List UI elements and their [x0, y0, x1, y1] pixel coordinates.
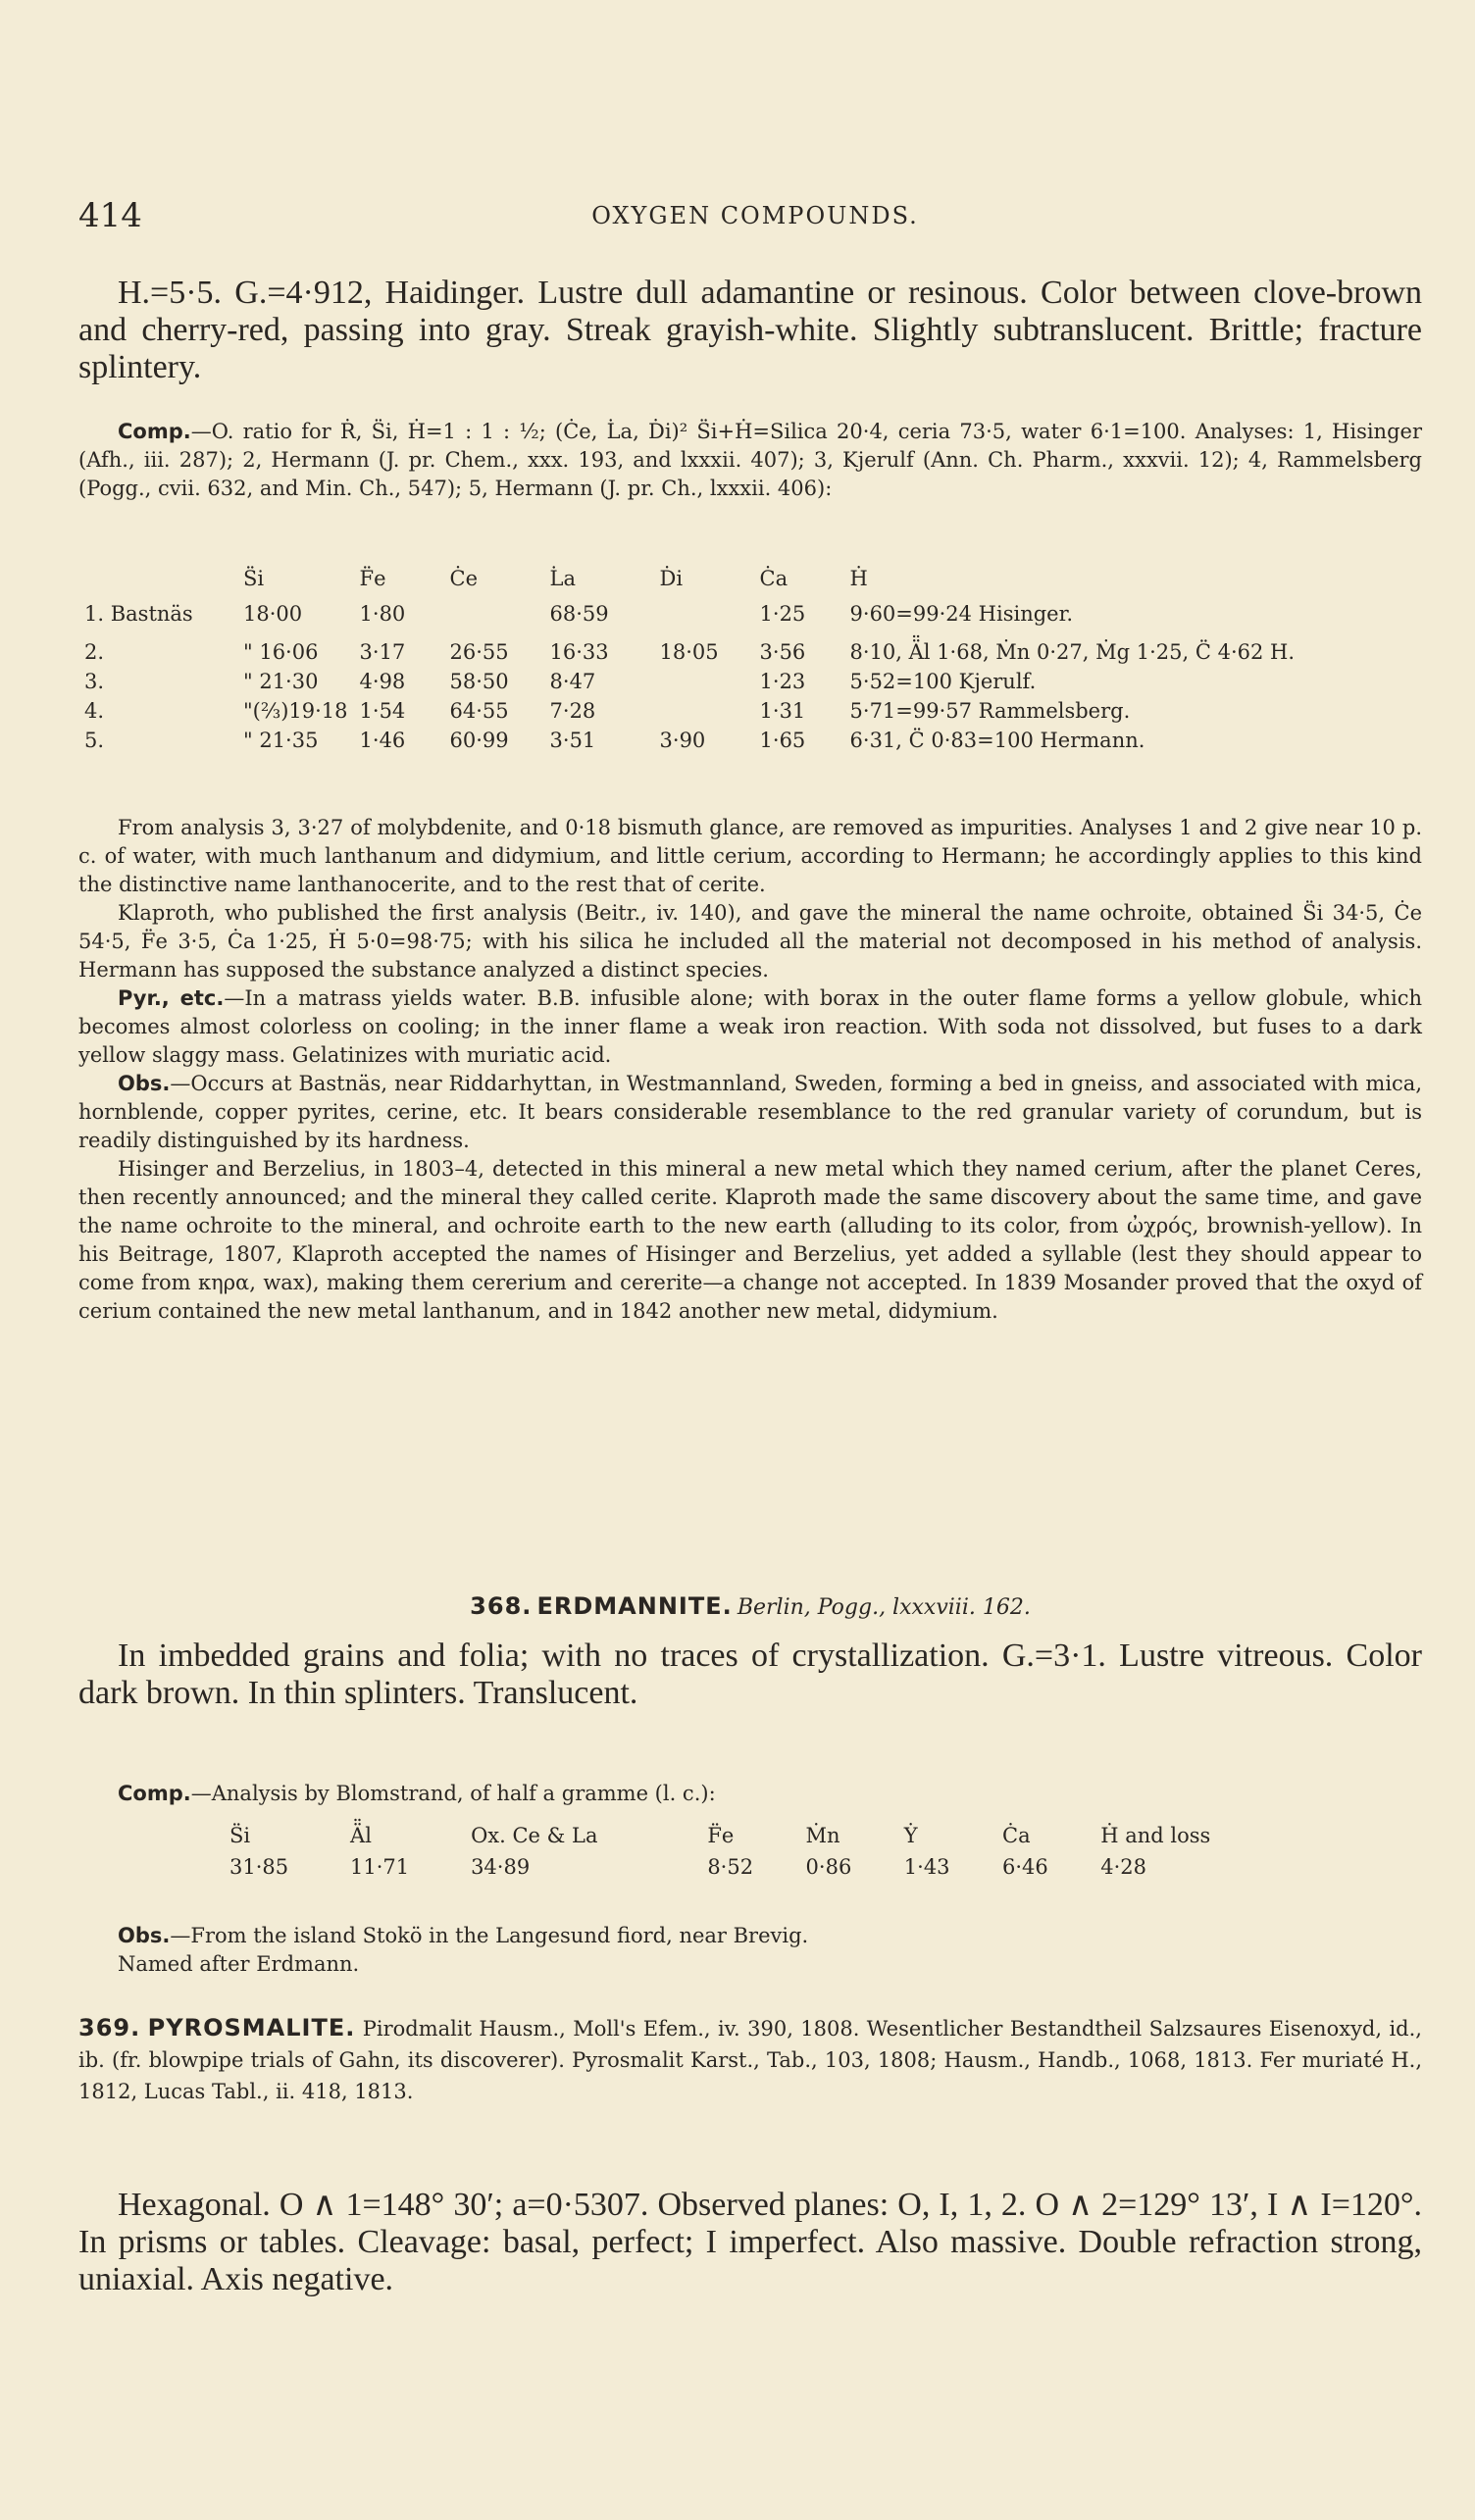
table-cell: 3·17	[359, 640, 406, 664]
table-header: Ẏ	[903, 1824, 918, 1847]
klaproth-note: Klaproth, who published the first analysis (Beitr., iv. 140), and gave the mineral the name ochroite, obtained S̈i 34·5, Ċe 54·5, F̈e 3·5, Ċa 1·25, Ḣ 5·0=98·75; with his silica he included all the material not decomposed in his method of analysis. Hermann has supposed the substance analyzed a distinct species.	[78, 901, 1422, 982]
table-cell: 7·28	[549, 699, 596, 723]
pyrosmalite-description: Hexagonal. O ∧ 1=148° 30′; a=0·5307. Observed planes: O, I, 1, 2. O ∧ 2=129° 13′, I ∧ I=120°. In prisms or tables. Cleavage: basal, perfect; I imperfect. Also massive. Double refraction strong, uniaxial. Axis negative.	[78, 2187, 1422, 2297]
table-cell: 1·43	[903, 1855, 950, 1879]
table-cell: 1·25	[759, 602, 806, 626]
table-header-row	[78, 567, 1422, 590]
table-cell: 68·59	[549, 602, 609, 626]
table-header: Ḣ and loss	[1100, 1824, 1211, 1847]
species-name: ERDMANNITE.	[536, 1592, 733, 1620]
table-cell: 26·55	[449, 640, 509, 664]
table-header	[78, 567, 237, 590]
table-row	[78, 726, 1422, 755]
obs-text: —Occurs at Bastnäs, near Riddarhyttan, in Westmannland, Sweden, forming a bed in gneiss, and associated with mica, hornblende, copper pyrites, cerine, etc. It bears considerable resemblance to the red granular variety of corundum, but is readily distinguished by its hardness.	[78, 1072, 1422, 1152]
named-after: Named after Erdmann.	[118, 1952, 360, 1976]
table-cell: 1·23	[759, 670, 806, 693]
table-header: F̈e	[359, 567, 386, 590]
pyr-label: Pyr., etc.	[118, 986, 225, 1010]
table-cell	[444, 590, 544, 637]
erdmannite-notes	[78, 1922, 1422, 1979]
table-cell: 18·05	[659, 640, 719, 664]
table-header: Ċa	[1002, 1824, 1031, 1847]
table-cell: 1·54	[359, 699, 406, 723]
comp-text: —Analysis by Blomstrand, of half a gramme (l. c.):	[190, 1782, 716, 1805]
erdmannite-description: In imbedded grains and folia; with no traces of crystallization. G.=3·1. Lustre vitreous. Color dark brown. In thin splinters. Translucent.	[78, 1638, 1422, 1711]
obs-paragraph	[78, 1070, 1422, 1155]
table-cell: 1·80	[359, 602, 406, 626]
table-cell: 64·55	[449, 699, 509, 723]
erdmannite-analysis-table	[224, 1824, 1302, 1887]
table-cell: 8·10, Ä̈l 1·68, Ṁn 0·27, Ṁg 1·25, C̈ 4·62 H.	[849, 640, 1296, 664]
table-cell: 6·31, C̈ 0·83=100 Hermann.	[849, 729, 1145, 752]
table-cell: 58·50	[449, 670, 509, 693]
obs-label: Obs.	[118, 1924, 171, 1947]
pyrosmalite-synonymy	[78, 2012, 1422, 2107]
table-header: Ċe	[449, 567, 479, 590]
table-row	[78, 696, 1422, 726]
table-header: Ḣ	[849, 567, 868, 590]
page-number: 414	[78, 196, 142, 235]
synonymy-text: Pirodmalit Hausm., Moll's Efem., iv. 390, 1808. Wesentlicher Bestandtheil Salzsaures Eisenoxyd, id., ib. (fr. blowpipe trials of Gahn, its discoverer). Pyrosmalit Karst., Tab., 103, 1808; Hausm., Handb., 1068, 1813. Fer muriaté H., 1812, Lucas Tabl., ii. 418, 1813.	[78, 2017, 1422, 2103]
table-cell: 3.	[84, 670, 105, 693]
running-title: OXYGEN COMPOUNDS.	[591, 202, 919, 229]
table-cell: 8·52	[707, 1855, 754, 1879]
table-cell	[654, 590, 754, 637]
table-cell: 11·71	[350, 1855, 410, 1879]
table-row	[78, 590, 1422, 637]
table-cell: 5.	[84, 729, 105, 752]
table-cell: "(⅔)19·18	[243, 699, 348, 723]
history-paragraph: Hisinger and Berzelius, in 1803–4, detected in this mineral a new metal which they named cerium, after the planet Ceres, then recently announced; and the mineral they called cerite. Klaproth made the same discovery about the same time, and gave the name ochroite to the mineral, and ochroite earth to the new earth (alluding to its color, from ὠχρός, brownish-yellow). In his Beitrage, 1807, Klaproth accepted the names of Hisinger and Berzelius, yet added a syllable (lest they should appear to come from κηρα, wax), making them cererium and cererite—a change not accepted. In 1839 Mosander proved that the oxyd of cerium contained the new metal lanthanum, and in 1842 another new metal, didymium.	[78, 1157, 1422, 1323]
cerite-composition	[78, 418, 1422, 503]
table-cell: 1. Bastnäs	[84, 602, 193, 626]
pyr-text: —In a matrass yields water. B.B. infusible alone; with borax in the outer flame forms a yellow globule, which becomes almost colorless on cooling; in the inner flame a weak iron reaction. With soda not dissolved, but fuses to a dark yellow slaggy mass. Gelatinizes with muriatic acid.	[78, 986, 1422, 1067]
species-name: PYROSMALITE.	[147, 2014, 356, 2041]
table-header: Ċa	[759, 567, 788, 590]
comp-label: Comp.	[118, 420, 191, 443]
table-row	[78, 637, 1422, 667]
table-cell: " 21·30	[243, 670, 319, 693]
table-cell: 3·51	[549, 729, 596, 752]
table-cell: 1·65	[759, 729, 806, 752]
table-cell: 0·86	[805, 1855, 852, 1879]
analysis-note: From analysis 3, 3·27 of molybdenite, and 0·18 bismuth glance, are removed as impurities. Analyses 1 and 2 give near 10 p. c. of water, with much lanthanum and didymium, and little cerium, according to Hermann; he accordingly applies to this kind the distinctive name lanthanocerite, and to the rest that of cerite.	[78, 816, 1422, 896]
table-cell: 2.	[84, 640, 105, 664]
table-cell: 31·85	[229, 1855, 289, 1879]
table-cell: 3·90	[659, 729, 706, 752]
species-number: 368.	[470, 1592, 533, 1620]
species-number: 369.	[78, 2014, 141, 2041]
table-cell: 4.	[84, 699, 105, 723]
table-cell: 5·52=100 Kjerulf.	[849, 670, 1037, 693]
table-cell: 60·99	[449, 729, 509, 752]
cerite-analysis-table	[78, 567, 1422, 755]
table-cell: 6·46	[1002, 1855, 1048, 1879]
obs-text: —From the island Stokö in the Langesund fiord, near Brevig.	[170, 1924, 809, 1947]
table-header: Ox. Ce & La	[471, 1824, 598, 1847]
table-cell: 4·28	[1100, 1855, 1147, 1879]
table-cell: 1·31	[759, 699, 806, 723]
table-header: Ä̈l	[350, 1824, 372, 1847]
table-cell: 3·56	[759, 640, 806, 664]
table-header: S̈i	[229, 1824, 251, 1847]
table-header: Ṁn	[805, 1824, 840, 1847]
table-cell: 18·00	[243, 602, 303, 626]
erdmannite-heading	[78, 1592, 1422, 1620]
table-cell: 16·33	[549, 640, 609, 664]
page-header	[78, 196, 1432, 235]
table-cell: 9·60=99·24 Hisinger.	[849, 602, 1074, 626]
species-reference: Berlin, Pogg., lxxxviii. 162.	[737, 1595, 1031, 1620]
comp-text: —O. ratio for Ṙ, S̈i, Ḣ=1 : 1 : ½; (Ċe, L̇a, Ḋi)² S̈i+Ḣ=Silica 20·4, ceria 73·5, water 6·1=100. Analyses: 1, Hisinger (Afh., iii. 287); 2, Hermann (J. pr. Chem., xxx. 193, and lxxxii. 407); 3, Kjerulf (Ann. Ch. Pharm., xxxvii. 12); 4, Rammelsberg (Pogg., cvii. 632, and Min. Ch., 547); 5, Hermann (J. pr. Ch., lxxxii. 406):	[78, 420, 1422, 500]
cerite-properties: H.=5·5. G.=4·912, Haidinger. Lustre dull adamantine or resinous. Color between clove-brown and cherry-red, passing into gray. Streak grayish-white. Slightly subtranslucent. Brittle; fracture splintery.	[78, 275, 1422, 385]
table-header-row	[224, 1824, 1302, 1847]
table-cell: 34·89	[471, 1855, 531, 1879]
table-cell	[654, 667, 754, 696]
table-cell: " 16·06	[243, 640, 319, 664]
table-cell: 5·71=99·57 Rammelsberg.	[849, 699, 1131, 723]
table-cell: 4·98	[359, 670, 406, 693]
table-header: L̇a	[549, 567, 576, 590]
table-header: F̈e	[707, 1824, 735, 1847]
obs-label: Obs.	[118, 1072, 171, 1095]
table-row	[78, 667, 1422, 696]
table-cell	[654, 696, 754, 726]
table-row	[224, 1847, 1302, 1887]
comp-label: Comp.	[118, 1782, 191, 1805]
erdmannite-composition	[78, 1780, 1422, 1808]
pyr-paragraph	[78, 984, 1422, 1070]
table-cell: 8·47	[549, 670, 596, 693]
table-header: S̈i	[243, 567, 265, 590]
cerite-notes	[78, 814, 1422, 1326]
table-header: Ḋi	[659, 567, 684, 590]
table-cell: " 21·35	[243, 729, 319, 752]
table-cell: 1·46	[359, 729, 406, 752]
obs-paragraph	[78, 1922, 1422, 1950]
